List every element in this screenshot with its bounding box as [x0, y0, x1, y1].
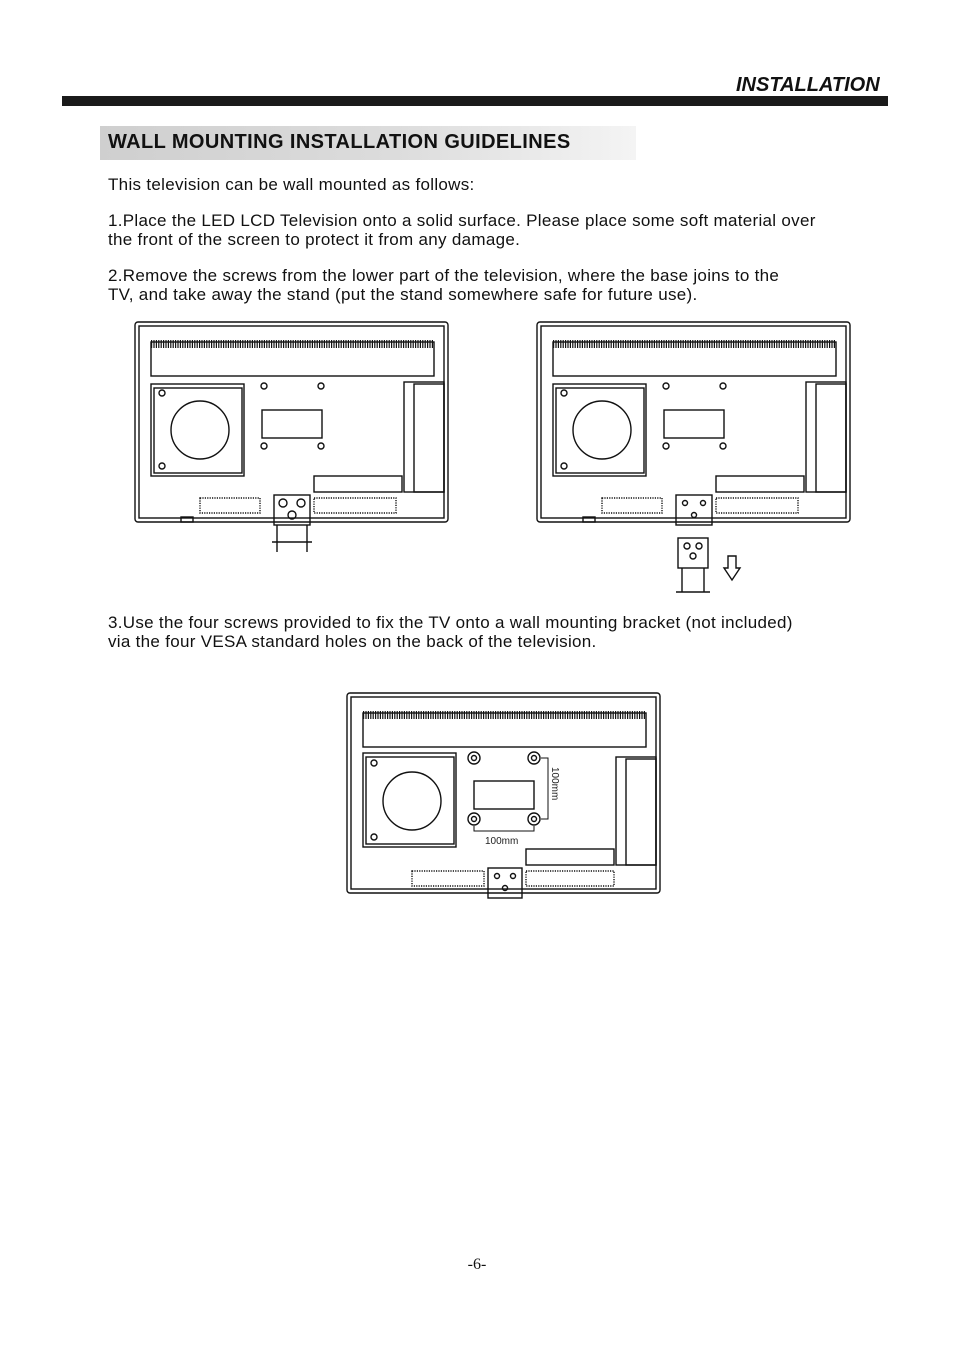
- step1-line1: 1.Place the LED LCD Television onto a solid surface. Please place some soft material over: [108, 211, 816, 230]
- dimension-horizontal-label: 100mm: [485, 836, 519, 847]
- step3-line2: via the four VESA standard holes on the back of the television.: [108, 632, 597, 651]
- tv-back-vesa-holes-illustration: [346, 691, 664, 901]
- step1-line2: the front of the screen to protect it from any damage.: [108, 230, 521, 249]
- step3-line1: 3.Use the four screws provided to fix the TV onto a wall mounting bracket (not included): [108, 613, 793, 632]
- dimension-vertical-label: 100mm: [549, 767, 560, 801]
- intro-text: This television can be wall mounted as follows:: [108, 175, 475, 194]
- tv-back-with-stand-illustration: [134, 320, 450, 556]
- header-rule: [62, 96, 888, 106]
- tv-back-stand-removed-illustration: [536, 320, 852, 595]
- page-number: -6-: [467, 1256, 487, 1273]
- step2-line2: TV, and take away the stand (put the stand somewhere safe for future use).: [108, 285, 698, 304]
- section-label: INSTALLATION: [736, 74, 880, 96]
- step2-line1: 2.Remove the screws from the lower part of the television, where the base joins to the: [108, 266, 780, 285]
- page-title: WALL MOUNTING INSTALLATION GUIDELINES: [108, 131, 571, 153]
